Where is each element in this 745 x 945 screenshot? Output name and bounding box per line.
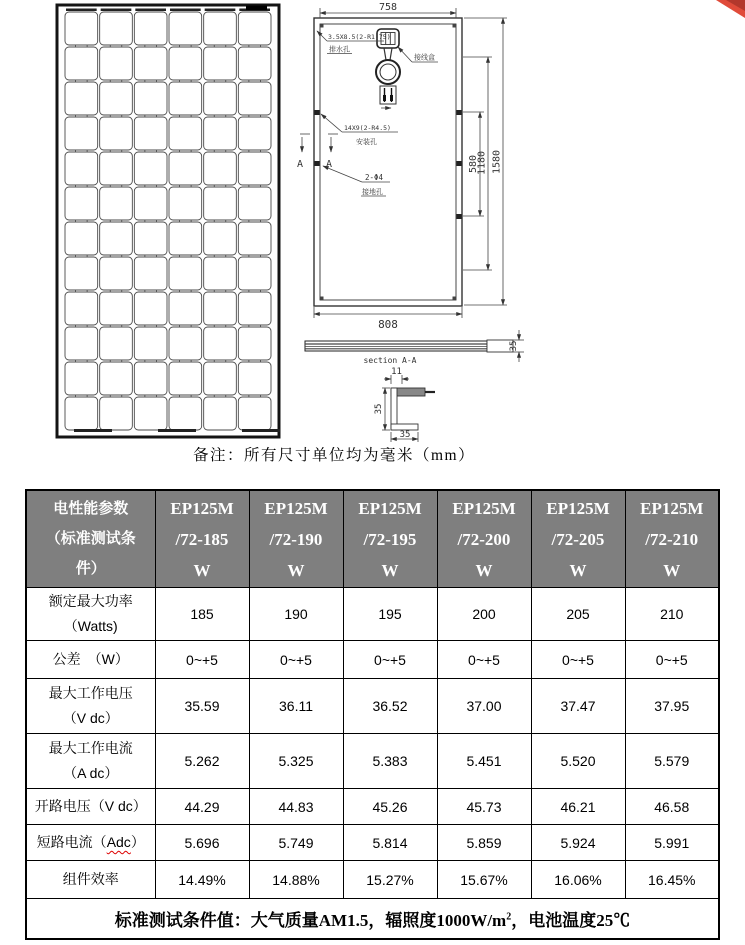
solar-cell [65, 257, 98, 290]
value-cell: 14.88% [249, 861, 343, 899]
solar-cell [134, 12, 167, 45]
solar-cell [204, 152, 237, 185]
solar-cell [134, 292, 167, 325]
solar-cell [134, 47, 167, 80]
spec-row [26, 789, 719, 825]
value-cell: 5.579 [625, 734, 719, 789]
top-right-busbar [246, 6, 267, 11]
value-cell: 14.49% [155, 861, 249, 899]
solar-cell [134, 222, 167, 255]
value-cell: 0~+5 [625, 641, 719, 679]
electrical-spec-table [25, 489, 720, 940]
dim-35-bottom: 35 [399, 430, 411, 440]
section-caption: section A-A [363, 356, 417, 365]
param-header-line: 电性能参数 [53, 500, 129, 517]
solar-cell [100, 362, 133, 395]
spec-row [26, 734, 719, 789]
row-label: 组件效率 [26, 861, 155, 899]
dim-11: 11 [391, 367, 402, 377]
param-header-line: 件） [75, 560, 106, 577]
value-cell: 45.26 [343, 789, 437, 825]
top-busbar [66, 9, 97, 12]
solar-cell [134, 327, 167, 360]
value-cell: 0~+5 [155, 641, 249, 679]
solar-cell [204, 117, 237, 150]
value-cell: 5.262 [155, 734, 249, 789]
solar-cell [204, 12, 237, 45]
solar-cell [204, 47, 237, 80]
solar-cell [238, 397, 271, 430]
solar-cell [65, 222, 98, 255]
solar-cell [65, 12, 98, 45]
mount-hole-label: 安装孔 [356, 138, 377, 146]
solar-cell [238, 327, 271, 360]
solar-cell [100, 117, 133, 150]
solar-cell [169, 187, 202, 220]
junction-box-label: 接线盒 [414, 53, 435, 62]
solar-cell [65, 362, 98, 395]
solar-cell [238, 257, 271, 290]
row-label: 开路电压（V dc） [26, 789, 155, 825]
value-cell: 205 [531, 588, 625, 641]
value-cell: 15.67% [437, 861, 531, 899]
value-cell: 36.11 [249, 679, 343, 734]
top-busbar [205, 9, 236, 12]
solar-cell [169, 257, 202, 290]
drain-hole-label: 排水孔 [329, 45, 350, 54]
solar-cell [100, 187, 133, 220]
solar-cell [238, 82, 271, 115]
param-header-line: （标准测试条 [45, 530, 136, 547]
value-cell: 37.47 [531, 679, 625, 734]
value-cell: 5.325 [249, 734, 343, 789]
model-header-cell: EP125M /72-210 W [625, 490, 719, 588]
spec-row [26, 588, 719, 641]
spec-table-body [26, 588, 719, 899]
spec-table-header-row [26, 490, 719, 588]
solar-cell [204, 327, 237, 360]
solar-cell [100, 222, 133, 255]
solar-cell [65, 82, 98, 115]
dimension-bottom-width [314, 307, 462, 331]
param-header-cell [26, 490, 155, 588]
top-busbar [135, 9, 166, 12]
mount-hole [457, 214, 462, 219]
solar-cell [169, 397, 202, 430]
dim-758: 758 [378, 2, 398, 13]
section-mark-left [297, 134, 310, 170]
solar-cell [100, 327, 133, 360]
spec-row [26, 679, 719, 734]
solar-cell [134, 397, 167, 430]
corner-tick [320, 297, 324, 301]
value-cell: 5.814 [343, 825, 437, 861]
dim-808: 808 [378, 318, 398, 331]
solar-cell [65, 327, 98, 360]
spec-row [26, 825, 719, 861]
value-cell: 5.859 [437, 825, 531, 861]
dim-1180: 1180 [476, 150, 488, 176]
frame-profile-drawing [374, 367, 435, 442]
section-aa-drawing [305, 330, 524, 365]
solar-cell [238, 362, 271, 395]
corner-tick [453, 24, 457, 28]
value-cell: 16.06% [531, 861, 625, 899]
value-cell: 5.749 [249, 825, 343, 861]
solar-cell [238, 152, 271, 185]
solar-cell [134, 152, 167, 185]
dim-580: 580 [468, 154, 479, 174]
solar-cell [100, 47, 133, 80]
mount-hole [457, 161, 462, 166]
value-cell: 5.991 [625, 825, 719, 861]
solar-cell [238, 222, 271, 255]
mount-hole-spec: 14X9(2-R4.5) [344, 124, 391, 132]
back-view-drawing [297, 2, 507, 331]
value-cell: 0~+5 [531, 641, 625, 679]
solar-cell [169, 47, 202, 80]
spec-row [26, 861, 719, 899]
solar-cell [134, 82, 167, 115]
solar-cell [100, 12, 133, 45]
front-view-drawing [57, 5, 280, 437]
test-conditions-text: 标准测试条件值：大气质量AM1.5，辐照度1000W/m [114, 911, 507, 930]
value-cell: 5.696 [155, 825, 249, 861]
solar-cell [204, 257, 237, 290]
row-label: 短路电流（Adc） [26, 825, 155, 861]
value-cell: 0~+5 [343, 641, 437, 679]
mount-hole [315, 110, 320, 115]
corner-tick [453, 297, 457, 301]
value-cell: 190 [249, 588, 343, 641]
solar-cell [134, 257, 167, 290]
dimension-note: 备注：所有尺寸单位均为毫米（mm） [193, 447, 476, 464]
model-header-cell: EP125M /72-205 W [531, 490, 625, 588]
mount-hole [457, 110, 462, 115]
ground-hole-label: 接地孔 [362, 188, 383, 196]
top-busbar [170, 9, 201, 12]
drain-hole-spec: 3.5X8.5(2-R1.75) [328, 33, 391, 41]
spec-row [26, 641, 719, 679]
spellcheck-underline: Adc [106, 834, 131, 850]
footer-row [26, 899, 719, 940]
value-cell: 195 [343, 588, 437, 641]
value-cell: 37.00 [437, 679, 531, 734]
value-cell: 15.27% [343, 861, 437, 899]
solar-cell [238, 292, 271, 325]
solar-cell [204, 222, 237, 255]
value-cell: 185 [155, 588, 249, 641]
solar-cell [169, 327, 202, 360]
dim-35-thickness: 35 [509, 340, 519, 352]
solar-cell [100, 152, 133, 185]
model-header-cell: EP125M /72-185 W [155, 490, 249, 588]
solar-cell [65, 292, 98, 325]
test-conditions-text: ，电池温度25℃ [511, 911, 631, 930]
section-letter: A [297, 159, 304, 170]
solar-cell [204, 82, 237, 115]
solar-cell [238, 117, 271, 150]
solar-cell [204, 397, 237, 430]
solar-cell [238, 187, 271, 220]
value-cell: 5.924 [531, 825, 625, 861]
value-cell: 200 [437, 588, 531, 641]
solar-cell [65, 117, 98, 150]
solar-cell [169, 222, 202, 255]
solar-cell [100, 397, 133, 430]
solar-cell [100, 82, 133, 115]
row-label: 最大工作电流 （A dc） [26, 734, 155, 789]
bottom-busbar [74, 429, 112, 432]
solar-cell [100, 292, 133, 325]
solar-cell [100, 257, 133, 290]
solar-cell [65, 152, 98, 185]
value-cell: 44.29 [155, 789, 249, 825]
dim-35-side: 35 [374, 403, 384, 415]
value-cell: 36.52 [343, 679, 437, 734]
value-cell: 5.520 [531, 734, 625, 789]
solar-cell [238, 12, 271, 45]
solar-cell [134, 117, 167, 150]
corner-tick [320, 24, 324, 28]
dim-1580: 1580 [491, 149, 503, 175]
solar-cell [238, 47, 271, 80]
ground-hole-spec: 2-Φ4 [365, 173, 384, 182]
solar-cell [204, 362, 237, 395]
value-cell: 5.383 [343, 734, 437, 789]
solar-cell [65, 397, 98, 430]
solar-cell [169, 12, 202, 45]
solar-cell [169, 152, 202, 185]
dimension-top-width [320, 2, 456, 18]
solar-cell [134, 187, 167, 220]
solar-cell [204, 187, 237, 220]
value-cell: 16.45% [625, 861, 719, 899]
bottom-busbar [242, 429, 280, 432]
solar-cell [169, 292, 202, 325]
solar-cell [65, 47, 98, 80]
connector [380, 86, 396, 104]
test-conditions-cell [26, 899, 719, 940]
value-cell: 46.58 [625, 789, 719, 825]
solar-cell [204, 292, 237, 325]
value-cell: 210 [625, 588, 719, 641]
value-cell: 0~+5 [437, 641, 531, 679]
top-busbar [101, 9, 132, 12]
model-header-cell: EP125M /72-200 W [437, 490, 531, 588]
solar-cell [169, 117, 202, 150]
row-label: 最大工作电压 （V dc） [26, 679, 155, 734]
solar-cell [169, 82, 202, 115]
mount-hole [315, 161, 320, 166]
superscript-2: 2 [506, 911, 512, 923]
value-cell: 46.21 [531, 789, 625, 825]
solar-cell [65, 187, 98, 220]
row-label: 公差 （W） [26, 641, 155, 679]
value-cell: 44.83 [249, 789, 343, 825]
model-header-cell: EP125M /72-190 W [249, 490, 343, 588]
row-label: 额定最大功率 （Watts) [26, 588, 155, 641]
solar-cell [134, 362, 167, 395]
value-cell: 35.59 [155, 679, 249, 734]
value-cell: 5.451 [437, 734, 531, 789]
section-letter: A [326, 159, 333, 170]
value-cell: 37.95 [625, 679, 719, 734]
red-corner-decoration [716, 0, 745, 18]
solar-cell [169, 362, 202, 395]
model-header-cell: EP125M /72-195 W [343, 490, 437, 588]
value-cell: 45.73 [437, 789, 531, 825]
bottom-busbar [158, 429, 196, 432]
value-cell: 0~+5 [249, 641, 343, 679]
